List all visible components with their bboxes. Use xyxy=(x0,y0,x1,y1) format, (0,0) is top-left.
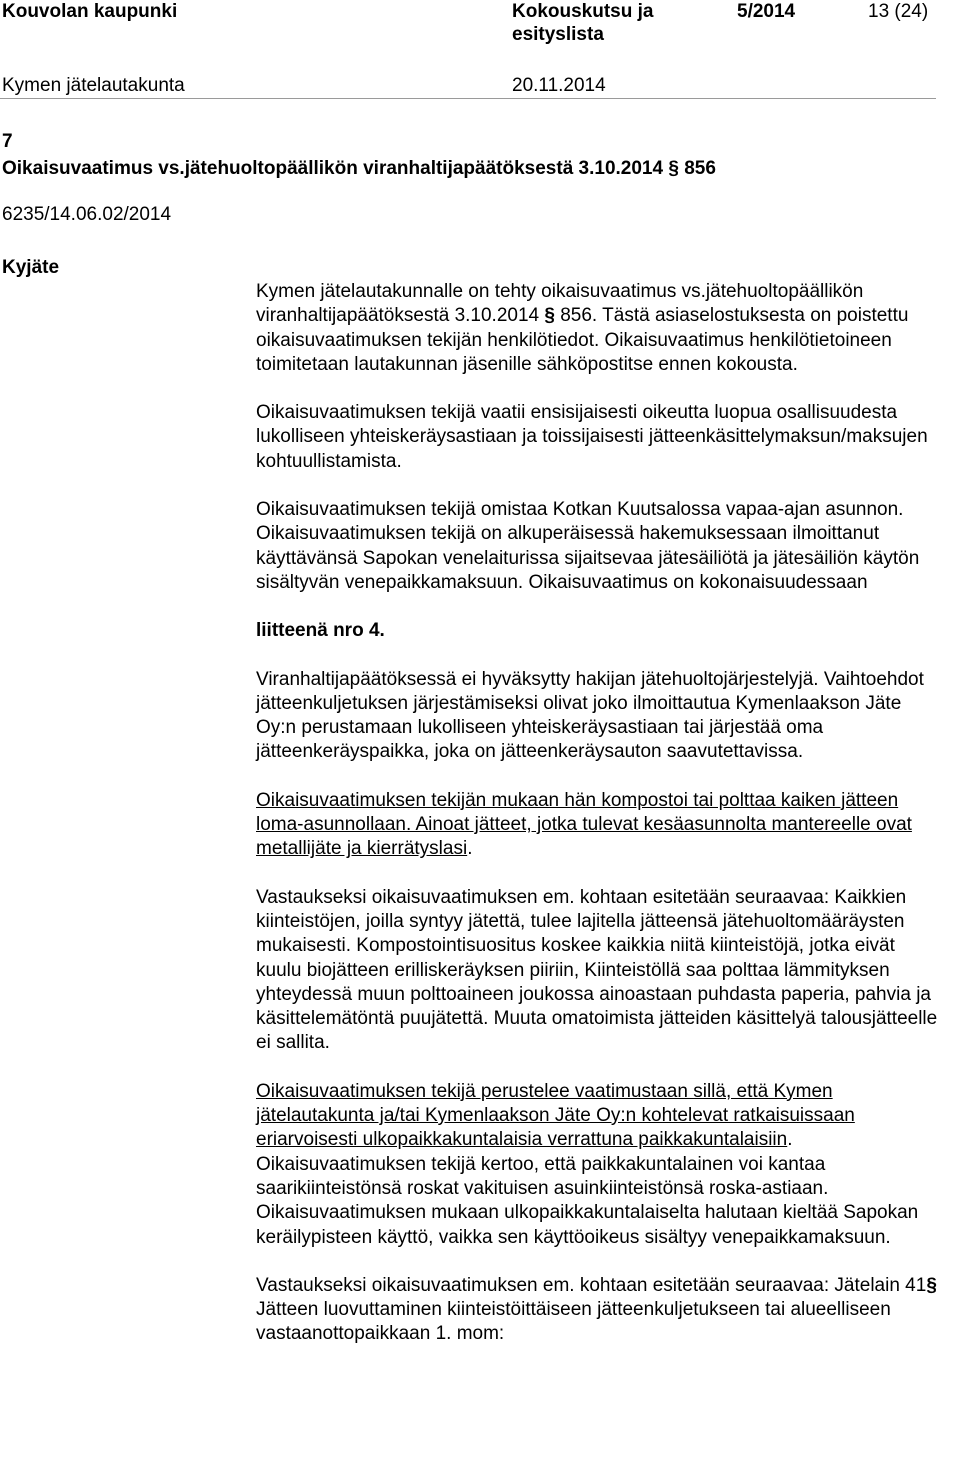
paragraph-7-underlined: Oikaisuvaatimuksen tekijä perustelee vaatimustaan sillä, että Kymen jätelautakunta ja/tai Kymenlaakson Jäte Oy:n kohtelevat ratkaisuissaan eriarvoisesti ulkopaikkakuntalaisia verrattuna paikkakuntalaisiin xyxy=(256,1080,855,1151)
attachment-reference: liitteenä nro 4. xyxy=(256,620,385,642)
paragraph-5-underlined: Oikaisuvaatimuksen tekijän mukaan hän kompostoi tai polttaa kaiken jätteen loma-asunnollaan. Ainoat jätteet, jotka tulevat kesäasunnolta mantereelle ovat metallijäte ja kierrätyslasi xyxy=(256,789,912,860)
item-title-text: Oikaisuvaatimus vs.jätehuoltopäällikön viranhaltijapäätöksestä 3.10.2014 xyxy=(2,158,664,179)
body-text xyxy=(256,280,940,1347)
header-date: 20.11.2014 xyxy=(512,75,606,96)
header-municipality: Kouvolan kaupunki xyxy=(2,1,178,22)
header-divider xyxy=(0,98,936,99)
paragraph-7-rest: . Oikaisuvaatimuksen tekijä kertoo, että paikkakuntalainen voi kantaa saarikiinteistönsä roskat vakituisen asuinkiinteistönsä roska-astiaan. Oikaisuvaatimuksen mukaan ulkopaikkakuntalaiselta halutaan kieltää Sapokan keräilypisteen käyttö, vaikka sen käyttöoikeus sisältyy venepaikkamaksuun. xyxy=(256,1129,919,1248)
header-page-number: 13 (24) xyxy=(868,1,929,22)
paragraph-8-part-a: Vastaukseksi oikaisuvaatimuksen em. kohtaan esitetään seuraavaa: Jätelain 41 xyxy=(256,1274,927,1296)
paragraph-8-part-b: Jätteen luovuttaminen kiinteistöittäiseen jätteenkuljetukseen tai alueelliseen vastaanottopaikkaan 1. mom: xyxy=(256,1299,891,1345)
paragraph-5 xyxy=(256,789,940,862)
item-title xyxy=(2,157,716,180)
section-sign: § xyxy=(544,305,555,327)
paragraph-6: Vastaukseksi oikaisuvaatimuksen em. kohtaan esitetään seuraavaa: Kaikkien kiinteistöjen, joilla syntyy jätettä, tulee lajitella jätteensä jätehuoltomääräysten mukaisesti. Kompostointisuositus koskee kaikkia niitä kiinteistöjä, jotka eivät kuulu biojätteen erilliskeräyksen piiriin, Kiinteistöllä saa polttaa lämmityksen yhteydessä muun polttoaineen joukossa ainoastaan puhdasta paperia, pahvia ja käsittelemätöntä puujätettä. Muuta omatoimista jätteiden käsittelyä talousjätteelle ei sallita. xyxy=(256,886,938,1054)
paragraph-1-part-a: Kymen jätelautakunnalle on tehty oikaisuvaatimus vs.jätehuoltopäällikön viranhaltijapäätöksestä 3.10.2014 xyxy=(256,281,864,327)
paragraph-3: Oikaisuvaatimuksen tekijä omistaa Kotkan Kuutsalossa vapaa-ajan asunnon. Oikaisuvaatimuksen tekijä on alkuperäisessä hakemuksessaan ilmoittanut käyttävänsä Sapokan venelaiturissa sijaitsevaa jätesäiliötä ja jätesäiliön käytön sisältyvän venepaikkamaksuun. Oikaisuvaatimus on kokonaisuudessaan xyxy=(256,499,920,593)
header-meeting-number: 5/2014 xyxy=(737,1,796,22)
paragraph-1 xyxy=(256,280,940,377)
paragraph-2: Oikaisuvaatimuksen tekijä vaatii ensisijaisesti oikeutta luopua osallisuudesta lukolliseen yhteiskeräysastiaan ja toissijaisesti jätteenkäsittelymaksun/maksujen kohtuullistamista. xyxy=(256,402,928,472)
preparer-label: Kyjäte xyxy=(2,257,60,278)
paragraph-8 xyxy=(256,1274,940,1347)
paragraph-1-part-b: 856. Tästä asiaselostuksesta on poistettu oikaisuvaatimuksen tekijän henkilötiedot. Oikaisuvaatimus henkilötietoineen toimitetaan lautakunnan jäsenille sähköpostitse ennen kokousta. xyxy=(256,305,909,375)
item-number: 7 xyxy=(2,131,13,152)
section-sign: § xyxy=(926,1274,937,1296)
header-board: Kymen jätelautakunta xyxy=(2,75,185,96)
section-sign: § xyxy=(668,158,679,179)
paragraph-5-end: . xyxy=(467,838,473,860)
paragraph-7 xyxy=(256,1080,940,1250)
paragraph-4: Viranhaltijapäätöksessä ei hyväksytty hakijan jätehuoltojärjestelyjä. Vaihtoehdot jätteenkuljetuksen järjestämiseksi olivat joko ilmoittautua Kymenlaakson Jäte Oy:n perustamaan lukolliseen yhteiskeräysastiaan tai järjestää oma jätteenkeräyspaikka, joka on jätteenkeräysauton saavutettavissa. xyxy=(256,668,924,763)
header-document-type: Kokouskutsu ja esityslista xyxy=(512,1,654,45)
item-reference: 6235/14.06.02/2014 xyxy=(2,204,172,225)
item-section-number: 856 xyxy=(684,158,716,179)
